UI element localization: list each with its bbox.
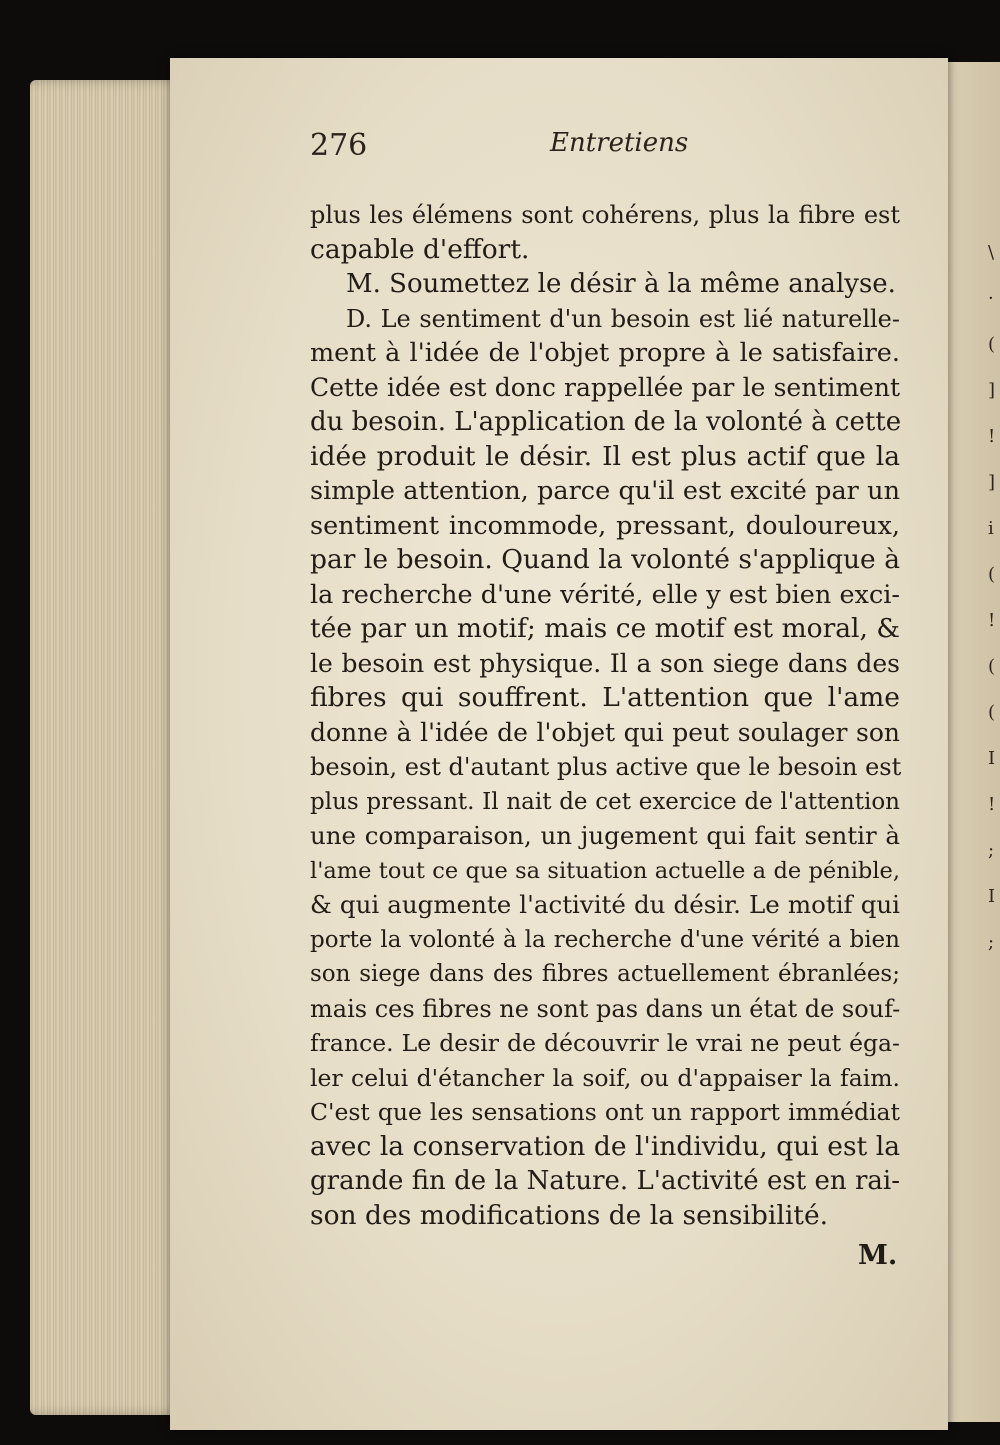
gutter-glyph: I [988, 748, 996, 769]
text-line: avec la conservation de l'individu, qui est la [310, 1130, 900, 1162]
gutter-glyph: ( [988, 564, 996, 585]
text-line: C'est que les sensations ont un rapport immédiat [310, 1098, 900, 1126]
body-text [310, 198, 900, 1233]
running-head: Entretiens [550, 128, 689, 158]
text-line: une comparaison, un jugement qui fait sentir à [310, 821, 900, 850]
text-line: grande fin de la Nature. L'activité est en rai- [310, 1166, 900, 1196]
gutter-glyph: ] [988, 472, 996, 493]
gutter-glyph: ! [988, 794, 996, 815]
gutter-glyph: ( [988, 702, 996, 723]
text-line: plus pressant. Il nait de cet exercice de l'attention [310, 788, 900, 815]
gutter-glyph: ] [988, 380, 996, 401]
text-line: capable d'effort. [310, 233, 530, 265]
text-line: la recherche d'une vérité, elle y est bien exci- [310, 579, 900, 610]
gutter-glyph: ( [988, 656, 996, 677]
gutter-glyph: ( [988, 334, 996, 355]
gutter-glyph: ; [988, 932, 995, 953]
page-header [310, 128, 900, 168]
gutter-glyph: i [988, 518, 994, 539]
text-line: donne à l'idée de l'objet qui peut soulager son [310, 717, 900, 747]
text-line: son des modifications de la sensibilité. [310, 1199, 829, 1231]
text-line: le besoin est physique. Il a son siege dans des [310, 648, 900, 678]
text-line: ler celui d'étancher la soif, ou d'appaiser la faim. [310, 1063, 900, 1092]
text-line: D. Le sentiment d'un besoin est lié naturelle- [346, 304, 900, 333]
text-line: tée par un motif; mais ce motif est moral, & [310, 613, 900, 644]
text-line: besoin, est d'autant plus active que le besoin est [310, 753, 902, 781]
text-line: porte la volonté à la recherche d'une vérité a bien [310, 926, 900, 953]
text-line: plus les élémens sont cohérens, plus la fibre est [310, 201, 900, 229]
facing-page-fragments [988, 230, 1000, 966]
text-line: mais ces fibres ne sont pas dans un état de souf- [310, 994, 901, 1023]
gutter-glyph: \ [988, 242, 995, 263]
catchword: M. [858, 1240, 898, 1271]
book-page-edges [30, 80, 190, 1415]
text-line: fibres qui souffrent. L'attention que l'ame [310, 682, 900, 713]
text-line: sentiment incommode, pressant, douloureux, [310, 510, 900, 541]
text-line: du besoin. L'application de la volonté à cette [310, 407, 902, 437]
gutter-glyph: ! [988, 610, 996, 631]
gutter-glyph: ! [988, 426, 996, 447]
text-line: ment à l'idée de l'objet propre à le satisfaire. [310, 338, 900, 368]
text-line: l'ame tout ce que sa situation actuelle a de pénible, [310, 857, 900, 884]
page-number: 276 [310, 128, 368, 163]
text-line: son siege dans des fibres actuellement ébranlées; [310, 961, 900, 987]
text-line: simple attention, parce qu'il est excité par un [310, 476, 900, 506]
text-line: Cette idée est donc rappellée par le sentiment [310, 372, 900, 402]
text-line: par le besoin. Quand la volonté s'applique à [310, 544, 900, 575]
text-line: france. Le desir de découvrir le vrai ne peut éga- [310, 1029, 900, 1057]
text-line: & qui augmente l'activité du désir. Le motif qui [310, 890, 900, 919]
gutter-glyph: I [988, 886, 996, 907]
gutter-glyph: · [988, 288, 994, 309]
text-line: idée produit le désir. Il est plus actif que la [310, 440, 900, 472]
gutter-glyph: ; [988, 840, 995, 861]
text-line: M. Soumettez le désir à la même analyse. [346, 269, 896, 299]
